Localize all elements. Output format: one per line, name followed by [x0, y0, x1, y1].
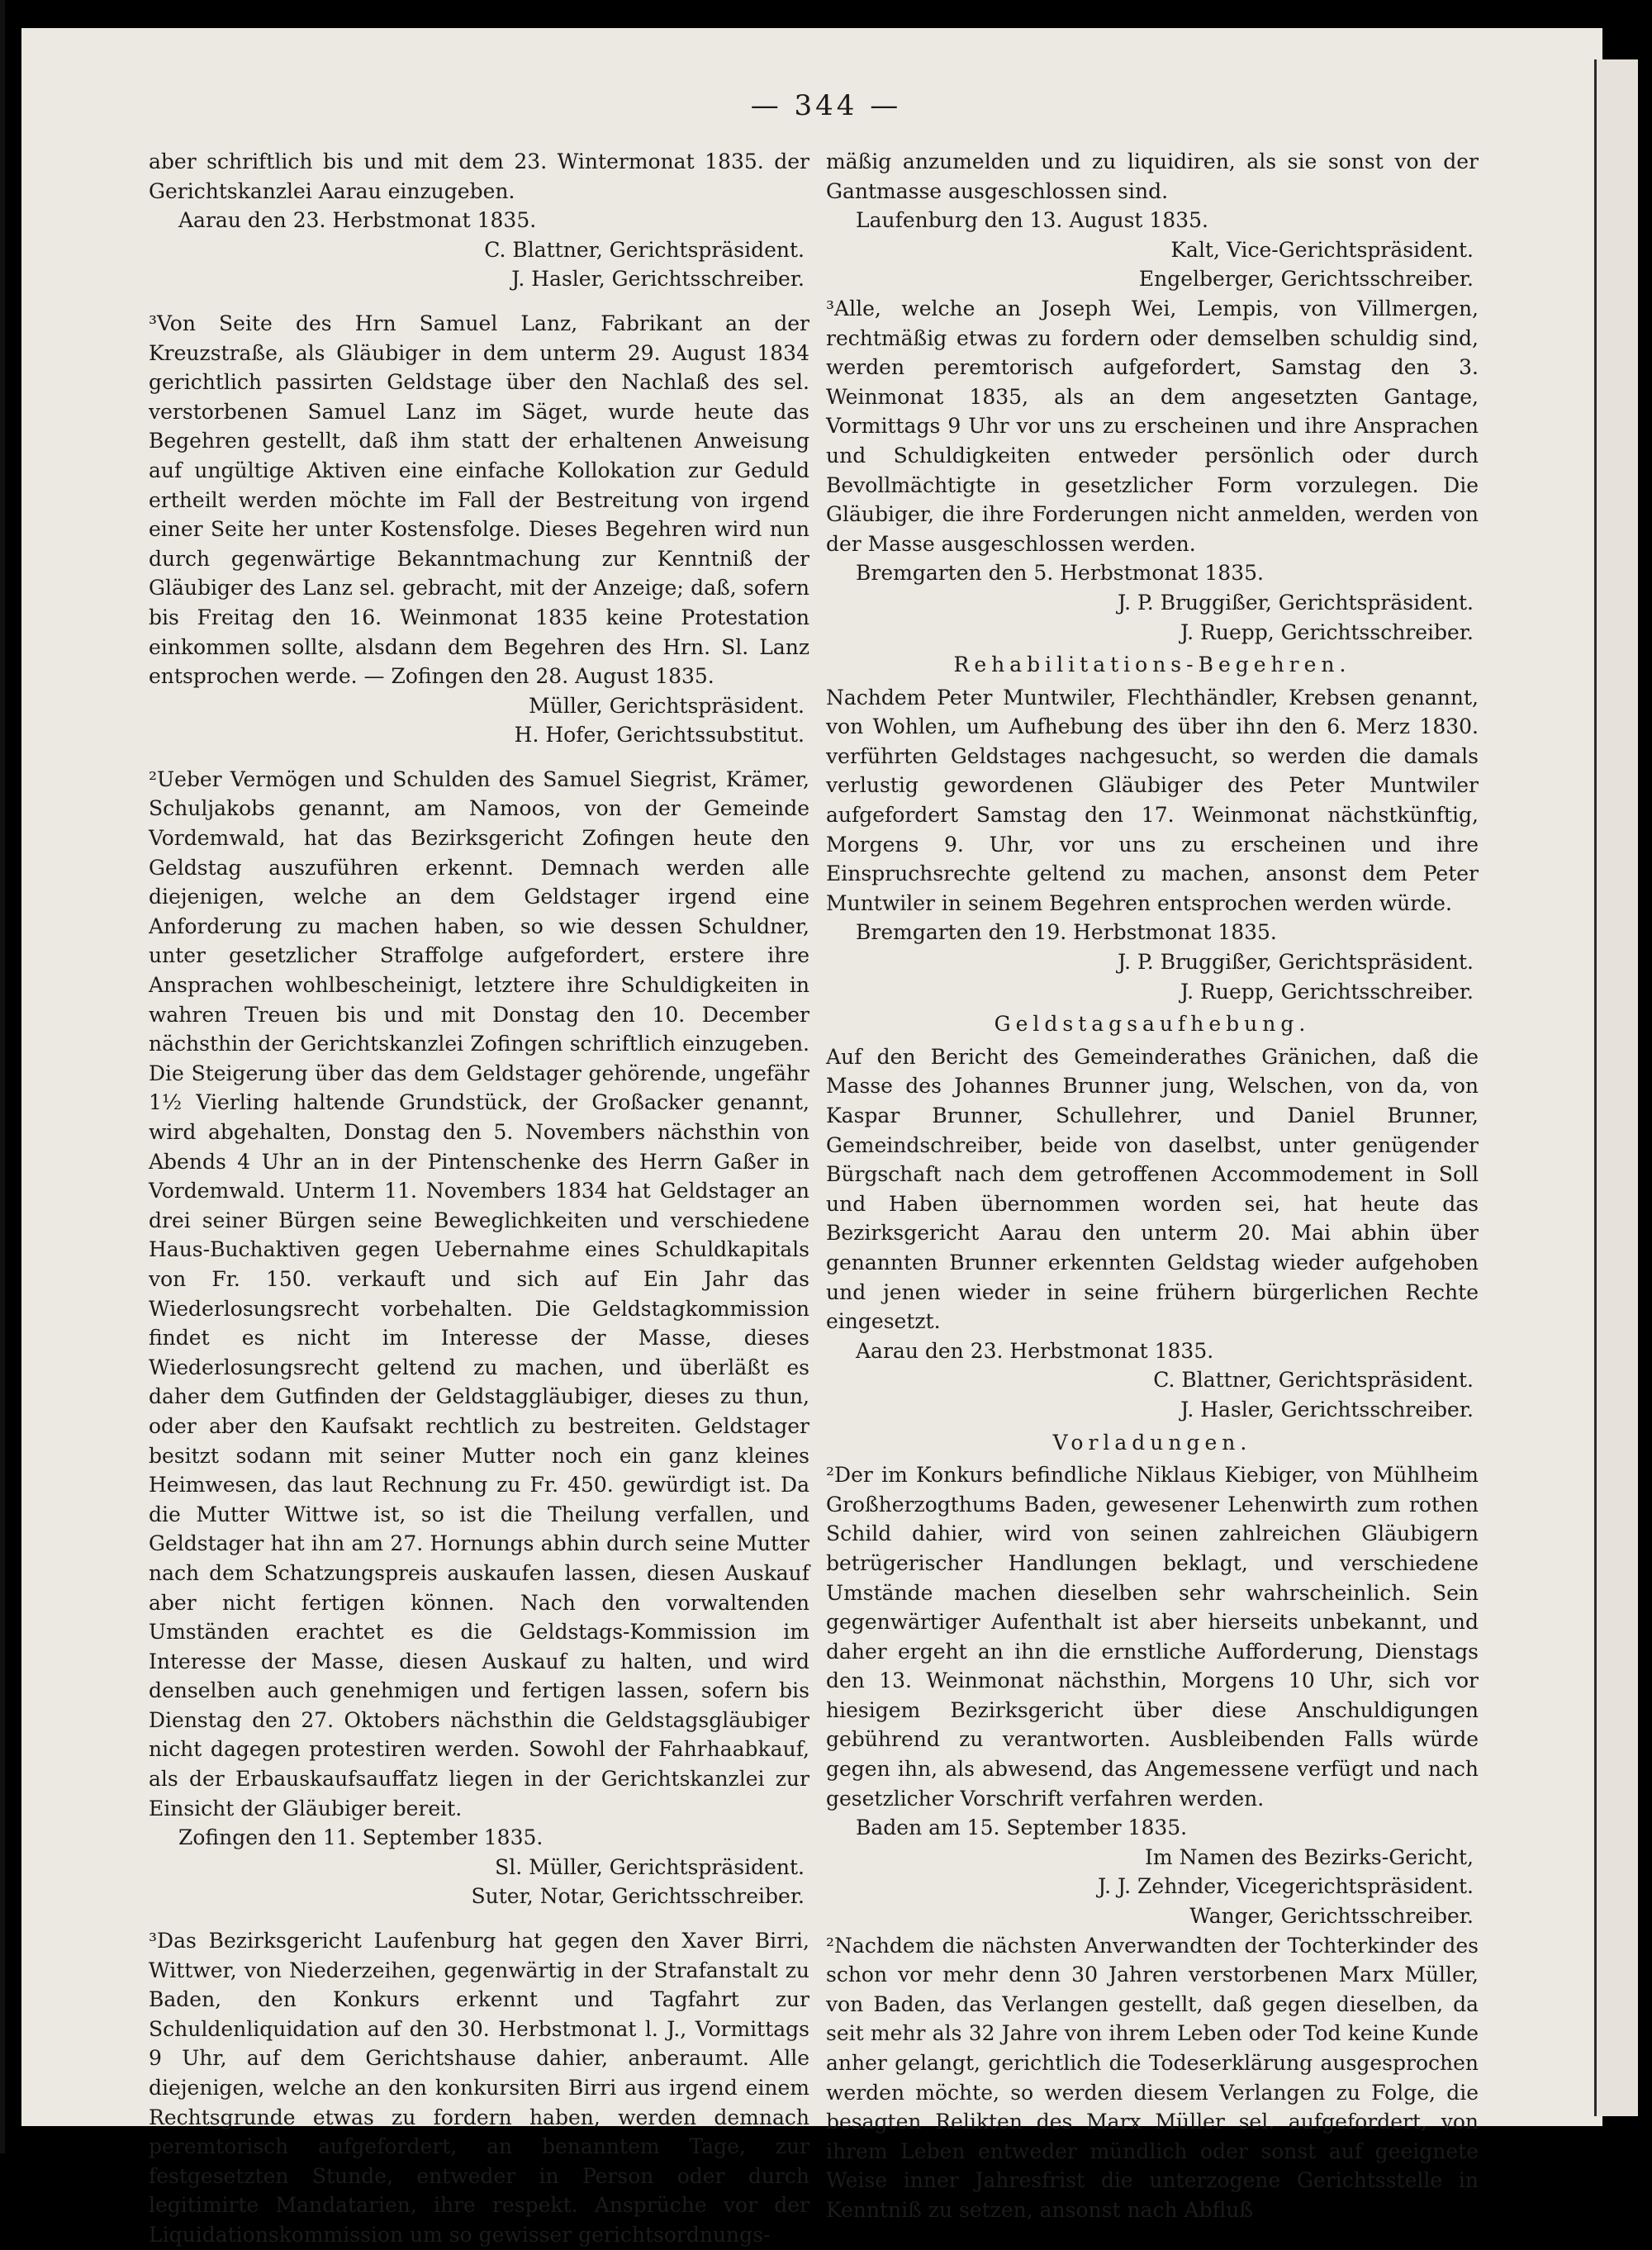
notice-paragraph: ²Der im Konkurs befindliche Niklaus Kiebiger, von Mühlheim Großherzogthums Baden, gewesener Lehenwirth zum rothen Schild dahier, wird von seinen zahlreichen Gläubigern betrügerischer Handlungen beklagt, und verschiedene Umstände machen dieselben sehr wahrscheinlich. Sein gegenwärtiger Aufenthalt ist aber hierseits unbekannt, und daher ergeht an ihn die ernstliche Aufforderung, Dienstags den 13. Weinmonat nächsthin, Morgens 10 Uhr, sich vor hiesigem Bezirksgericht über diese Anschuldigungen gebührend zu verantworten. Ausbleibenden Falls würde gegen ihn, als abwesend, das Angemessene verfügt und nach gesetzlicher Vorschrift verfahren werden.: [826, 1463, 1479, 1811]
signature-line: H. Hofer, Gerichtssubstitut.: [514, 723, 805, 748]
signature-line: Wanger, Gerichtsschreiber.: [1189, 1904, 1474, 1929]
page-number: — 344 —: [750, 89, 902, 122]
section-heading: Vorladungen.: [1052, 1430, 1252, 1455]
notice-paragraph: ²Nachdem die nächsten Anverwandten der Tochterkinder des schon vor mehr denn 30 Jahren verstorbenen Marx Müller, von Baden, das Verlangen gestellt, daß gegen dieselben, da seit mehr als 32 Jahre von ihrem Leben oder Tod keine Kunde anher gelangt, gerichtlich die Todeserklärung ausgesprochen werden möchte, so werden diesem Verlangen zu Folge, die besagten Relikten des Marx Müller sel. aufgefordert, von ihrem Leben entweder mündlich oder sonst auf geeignete Weise inner Jahresfrist die unterzogene Gerichtsstelle in Kenntniß zu setzen, ansonst nach Abfluß: [826, 1933, 1479, 2222]
signature-line: J. Hasler, Gerichtsschreiber.: [511, 267, 805, 292]
notice-paragraph: Nachdem Peter Muntwiler, Flechthändler, Krebsen genannt, von Wohlen, um Aufhebung des über ihn den 6. Merz 1830. verführten Geldstages nachgesucht, so werden die damals verlustig gewordenen Gläubiger des Peter Muntwiler aufgefordert Samstag den 17. Weinmonat nächstkünftig, Morgens 9. Uhr, vor uns zu erscheinen und ihre Einspruchsrechte geltend zu machen, ansonst dem Peter Muntwiler in seinem Begehren entsprochen werden würde.: [826, 685, 1479, 915]
dateline: Laufenburg den 13. August 1835.: [856, 208, 1208, 233]
signature-line: C. Blattner, Gerichtspräsident.: [484, 237, 805, 262]
dateline: Bremgarten den 5. Herbstmonat 1835.: [856, 561, 1264, 586]
notice-paragraph: ²Ueber Vermögen und Schulden des Samuel Siegrist, Krämer, Schuljakobs genannt, am Namoos, von der Gemeinde Vordemwald, hat das Bezirksgericht Zofingen heute den Geldstag auszuführen erkennt. Demnach werden alle diejenigen, welche an dem Geldstager irgend eine Anforderung zu machen haben, so wie dessen Schuldner, unter gesetzlicher Straffolge aufgefordert, erstere ihre Ansprachen wohlbescheinigt, letztere ihre Schuldigkeiten in wahren Treuen bis und mit Donstag den 10. December nächsthin der Gerichtskanzlei Zofingen schriftlich einzugeben. Die Steigerung über das dem Geldstager gehörende, ungefähr 1½ Vierling haltende Grundstück, der Großacker genannt, wird abgehalten, Donstag den 5. Novembers nächsthin von Abends 4 Uhr an in der Pintenschenke des Herrn Gaßer in Vordemwald. Unterm 11. Novembers 1834 hat Geldstager an drei seiner Bürgen seine Beweglichkeiten und verschiedene Haus-Buchaktiven gegen Uebernahme eines Schuldkapitals von Fr. 150. verkauft und sich auf Ein Jahr das Wiederlosungsrecht vorbehalten. Die Geldstagkommission findet es nicht im Interesse der Masse, dieses Wiederlosungsrecht geltend zu machen, und überläßt es daher dem Gutfinden der Geldstaggläubiger, dieses zu thun, oder aber den Kaufsakt rechtlich zu bestreiten. Geldstager besitzt sodann mit seiner Mutter noch ein ganz kleines Heimwesen, das laut Rechnung zu Fr. 450. gewürdigt ist. Da die Mutter Wittwe ist, so ist die Theilung verfallen, und Geldstager hat ihn am 27. Hornungs abhin durch seine Mutter nach dem Schatzungspreis auskaufen lassen, diesen Auskauf aber nicht fertigen können. Nach den vorwaltenden Umständen erachtet es die Geldstags-Kommission im Interesse der Masse, diesen Auskauf zu halten, und wird denselben auch genehmigen und fertigen lassen, sofern bis Dienstag den 27. Oktobers nächsthin die Geldstagsgläubiger nicht dagegen protestiren werden. Sowohl der Fahrhaabkauf, als der Erbauskaufsauffatz liegen in der Gerichtskanzlei zur Einsicht der Gläubiger bereit.: [149, 767, 809, 1820]
notice-paragraph: aber schriftlich bis und mit dem 23. Wintermonat 1835. der Gerichtskanzlei Aarau einzugeben.: [149, 150, 809, 203]
dateline: Bremgarten den 19. Herbstmonat 1835.: [856, 920, 1277, 945]
signature-line: J. Hasler, Gerichtsschreiber.: [1180, 1397, 1474, 1422]
signature-line: J. P. Bruggißer, Gerichtspräsident.: [1118, 590, 1474, 615]
signature-line: Suter, Notar, Gerichtsschreiber.: [471, 1884, 805, 1909]
adjacent-page-edge: [1594, 59, 1638, 2116]
left-column: [149, 147, 809, 2250]
signature-line: Engelberger, Gerichtsschreiber.: [1138, 267, 1474, 292]
signature-line: Kalt, Vice-Gerichtspräsident.: [1170, 237, 1474, 262]
notice-paragraph: ³Das Bezirksgericht Laufenburg hat gegen den Xaver Birri, Wittwer, von Niederzeihen, gegenwärtig in der Strafanstalt zu Baden, den Konkurs erkennt und Tagfahrt zur Schuldenliquidation auf den 30. Herbstmonat l. J., Vormittags 9 Uhr, auf dem Gerichtshause dahier, anberaumt. Alle diejenigen, welche an den konkursiten Birri aus irgend einem Rechtsgrunde etwas zu fordern haben, werden demnach peremtorisch aufgefordert, an benanntem Tage, zur festgesetzten Stunde, entweder in Person oder durch legitimirte Mandatarien, ihre respekt. Ansprüche vor der Liquidationskommission um so gewisser gerichtsordnungs-: [149, 1929, 809, 2247]
signature-line: Sl. Müller, Gerichtspräsident.: [495, 1854, 805, 1879]
dateline: Aarau den 23. Herbstmonat 1835.: [178, 208, 537, 233]
notice-paragraph: ³Von Seite des Hrn Samuel Lanz, Fabrikant an der Kreuzstraße, als Gläubiger in dem unterm 29. August 1834 gerichtlich passirten Geldstage über den Nachlaß des sel. verstorbenen Samuel Lanz im Säget, wurde heute das Begehren gestellt, daß ihm statt der erhaltenen Anweisung auf ungültige Aktiven eine einfache Kollokation zur Geduld ertheilt werden möchte im Fall der Bestreitung von irgend einer Seite her unter Kostensfolge. Dieses Begehren wird nun durch gegenwärtige Bekanntmachung zur Kenntniß der Gläubiger des Lanz sel. gebracht, mit der Anzeige; daß, sofern bis Freitag den 16. Weinmonat 1835 keine Protestation einkommen sollte, alsdann dem Begehren des Hrn. Sl. Lanz entsprochen werde. — Zofingen den 28. August 1835.: [149, 311, 809, 689]
dateline: Aarau den 23. Herbstmonat 1835.: [856, 1338, 1214, 1363]
notice-paragraph: mäßig anzumelden und zu liquidiren, als sie sonst von der Gantmasse ausgeschlossen sind.: [826, 150, 1479, 203]
dateline: Baden am 15. September 1835.: [856, 1816, 1188, 1840]
signature-line: J. P. Bruggißer, Gerichtspräsident.: [1118, 950, 1474, 975]
right-column: [826, 147, 1479, 2225]
section-heading: Geldstagsaufhebung.: [994, 1012, 1311, 1037]
signature-line: J. Ruepp, Gerichtsschreiber.: [1180, 979, 1474, 1004]
notice-paragraph: ³Alle, welche an Joseph Wei, Lempis, von Villmergen, rechtmäßig etwas zu fordern oder demselben schuldig sind, werden peremtorisch aufgefordert, Samstag den 3. Weinmonat 1835, als an dem angesetzten Gantage, Vormittags 9 Uhr vor uns zu erscheinen und ihre Ansprachen und Schuldigkeiten entweder persönlich oder durch Bevollmächtigte in gesetzlicher Form vorzulegen. Die Gläubiger, die ihre Forderungen nicht anmelden, werden von der Masse ausgeschlossen werden.: [826, 296, 1479, 556]
signature-line: Müller, Gerichtspräsident.: [529, 693, 805, 718]
signature-line: J. J. Zehnder, Vicegerichtspräsident.: [1098, 1874, 1474, 1899]
scan-edge: [0, 0, 5, 2153]
paragraph-gap: [149, 1911, 809, 1926]
signature-line: J. Ruepp, Gerichtsschreiber.: [1180, 619, 1474, 644]
dateline: Zofingen den 11. September 1835.: [178, 1825, 544, 1850]
paragraph-gap: [149, 750, 809, 765]
signature-line: Im Namen des Bezirks-Gericht,: [1145, 1844, 1474, 1869]
signature-line: C. Blattner, Gerichtspräsident.: [1153, 1368, 1474, 1393]
paragraph-gap: [149, 294, 809, 309]
notice-paragraph: Auf den Bericht des Gemeinderathes Gränichen, daß die Masse des Johannes Brunner jung, Welschen, von da, von Kaspar Brunner, Schullehrer, und Daniel Brunner, Gemeindschreiber, beide von daselbst, unter genügender Bürgschaft nach dem getroffenen Accommodement in Soll und Haben übernommen worden sei, hat heute das Bezirksgericht Aarau den unterm 20. Mai abhin über genannten Brunner erkennten Geldstag wieder aufgehoben und jenen wieder in seine frühern bürgerlichen Rechte eingesetzt.: [826, 1044, 1479, 1334]
section-heading: Rehabilitations-Begehren.: [953, 653, 1351, 677]
